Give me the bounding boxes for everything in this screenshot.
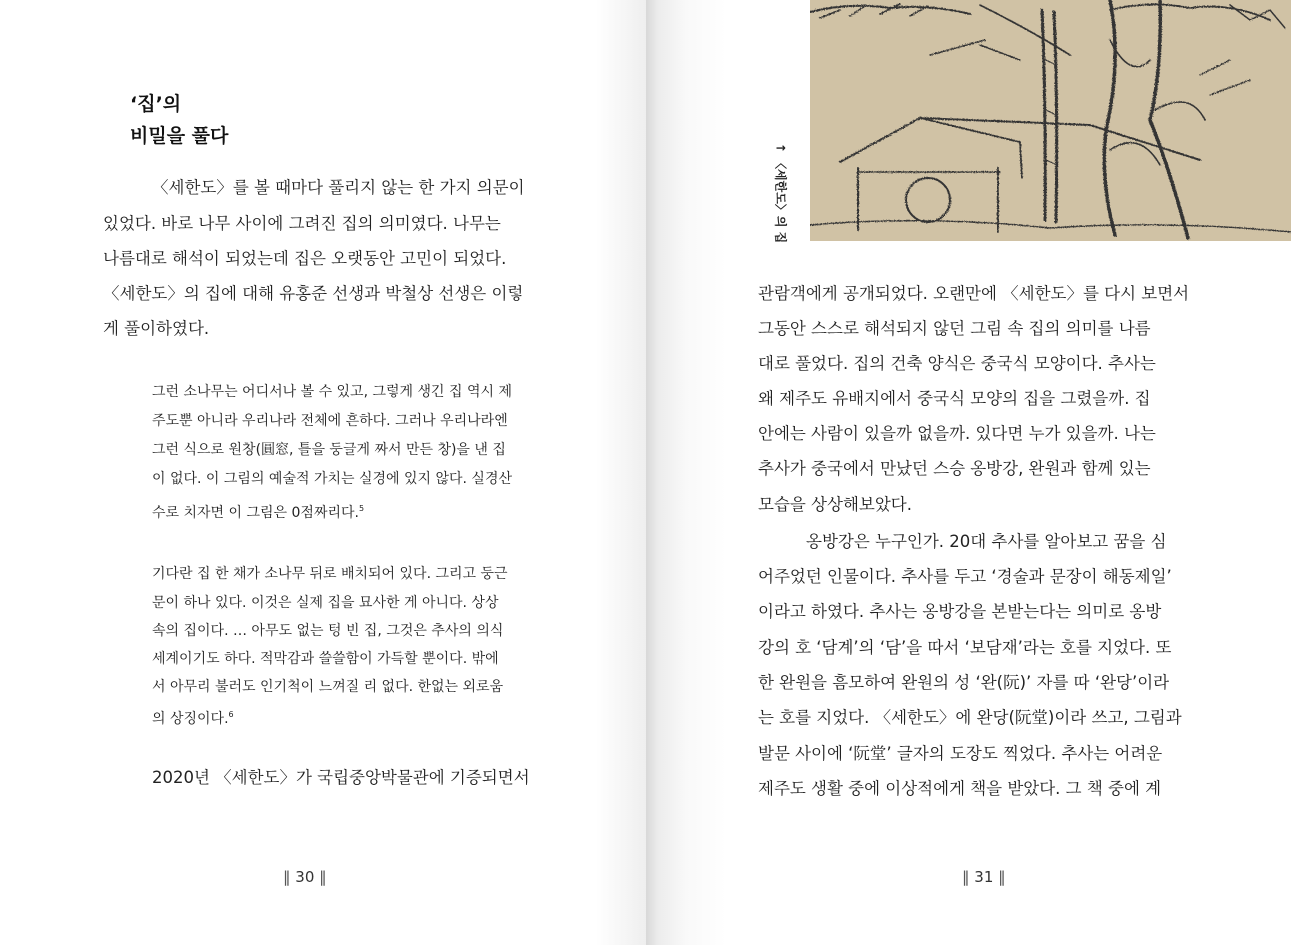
right-page <box>646 0 1291 945</box>
text-line: 〈세한도〉를 볼 때마다 풀리지 않는 한 가지 의문이 <box>152 178 525 197</box>
footnote-marker: 5 <box>358 504 365 513</box>
quote-line: 그런 소나무는 어디서나 볼 수 있고, 그렇게 생긴 집 역시 제 <box>152 384 513 400</box>
heading-line-2: 비밀을 풀다 <box>130 125 229 147</box>
text-line: 강의 호 ‘담계’의 ‘담’을 따서 ‘보담재’라는 호를 지었다. 또 <box>758 638 1172 657</box>
sehando-painting-image <box>810 0 1291 241</box>
text-line: 안에는 사람이 있을까 없을까. 있다면 누가 있을까. 나는 <box>758 424 1156 443</box>
text-line: 추사가 중국에서 만났던 스승 옹방강, 완원과 함께 있는 <box>758 459 1151 478</box>
quote-line: 속의 집이다. … 아무도 없는 텅 빈 집, 그것은 추사의 의식 <box>152 623 504 639</box>
text-line: 있었다. 바로 나무 사이에 그려진 집의 의미였다. 나무는 <box>103 214 501 233</box>
page-number: ‖ 31 ‖ <box>962 868 1006 886</box>
quote-line: 세계이기도 하다. 적막감과 쓸쓸함이 가득할 뿐이다. 밖에 <box>152 651 499 667</box>
text-line: 관람객에게 공개되었다. 오랜만에 〈세한도〉를 다시 보면서 <box>758 284 1190 303</box>
text-line: 어주었던 인물이다. 추사를 두고 ‘경술과 문장이 해동제일’ <box>758 567 1172 586</box>
painting-illustration <box>810 0 1291 241</box>
quote-line: 그런 식으로 원창(圓窓, 틀을 둥글게 짜서 만든 창)을 낸 집 <box>152 442 506 458</box>
text-line: 2020년 〈세한도〉가 국립중앙박물관에 기증되면서 <box>152 768 530 787</box>
text-line: 〈세한도〉의 집에 대해 유홍준 선생과 박철상 선생은 이렇 <box>103 284 524 303</box>
heading-line-1: ‘집’의 <box>130 93 182 115</box>
text-line: 이라고 하였다. 추사는 옹방강을 본받는다는 의미로 옹방 <box>758 602 1162 621</box>
quote-line: 서 아무리 불러도 인기척이 느껴질 리 없다. 한없는 외로움 <box>152 679 504 695</box>
text-line: 나름대로 해석이 되었는데 집은 오랫동안 고민이 되었다. <box>103 249 507 268</box>
page-number: ‖ 30 ‖ <box>283 868 327 886</box>
text-line: 제주도 생활 중에 이상적에게 책을 받았다. 그 책 중에 계 <box>758 779 1162 798</box>
quote-line <box>152 700 234 729</box>
figure-caption-text: ↑ 〈세한도〉의 집 <box>773 142 788 244</box>
text-line: 는 호를 지었다. 〈세한도〉에 완당(阮堂)이라 쓰고, 그림과 <box>758 708 1182 727</box>
gutter-shadow <box>596 0 646 945</box>
quote-text: 의 상징이다. <box>152 711 229 727</box>
text-line: 옹방강은 누구인가. 20대 추사를 알아보고 꿈을 심 <box>806 532 1167 551</box>
quote-line: 이 없다. 이 그림의 예술적 가치는 실경에 있지 않다. 실경산 <box>152 471 513 487</box>
section-heading <box>130 88 228 152</box>
footnote-marker: 6 <box>228 710 234 719</box>
figure-caption <box>766 142 796 244</box>
quote-line: 문이 하나 있다. 이것은 실제 집을 묘사한 게 아니다. 상상 <box>152 595 499 611</box>
page-number-value: 30 <box>295 868 315 886</box>
text-line: 모습을 상상해보았다. <box>758 495 912 514</box>
text-line: 게 풀이하였다. <box>103 319 210 338</box>
text-line: 발문 사이에 ‘阮堂’ 글자의 도장도 찍었다. 추사는 어려운 <box>758 744 1163 763</box>
quote-line <box>152 494 364 523</box>
quote-line: 주도뿐 아니라 우리나라 전체에 흔하다. 그러나 우리나라엔 <box>152 413 508 429</box>
quote-text: 수로 치자면 이 그림은 0점짜리다. <box>152 505 359 521</box>
text-line: 대로 풀었다. 집의 건축 양식은 중국식 모양이다. 추사는 <box>758 354 1156 373</box>
text-line: 왜 제주도 유배지에서 중국식 모양의 집을 그렸을까. 집 <box>758 389 1151 408</box>
quote-line: 기다란 집 한 채가 소나무 뒤로 배치되어 있다. 그리고 둥근 <box>152 566 508 582</box>
text-line: 그동안 스스로 해석되지 않던 그림 속 집의 의미를 나름 <box>758 319 1151 338</box>
page-number-value: 31 <box>974 868 994 886</box>
text-line: 한 완원을 흠모하여 완원의 성 ‘완(阮)’ 자를 따 ‘완당’이라 <box>758 673 1170 692</box>
